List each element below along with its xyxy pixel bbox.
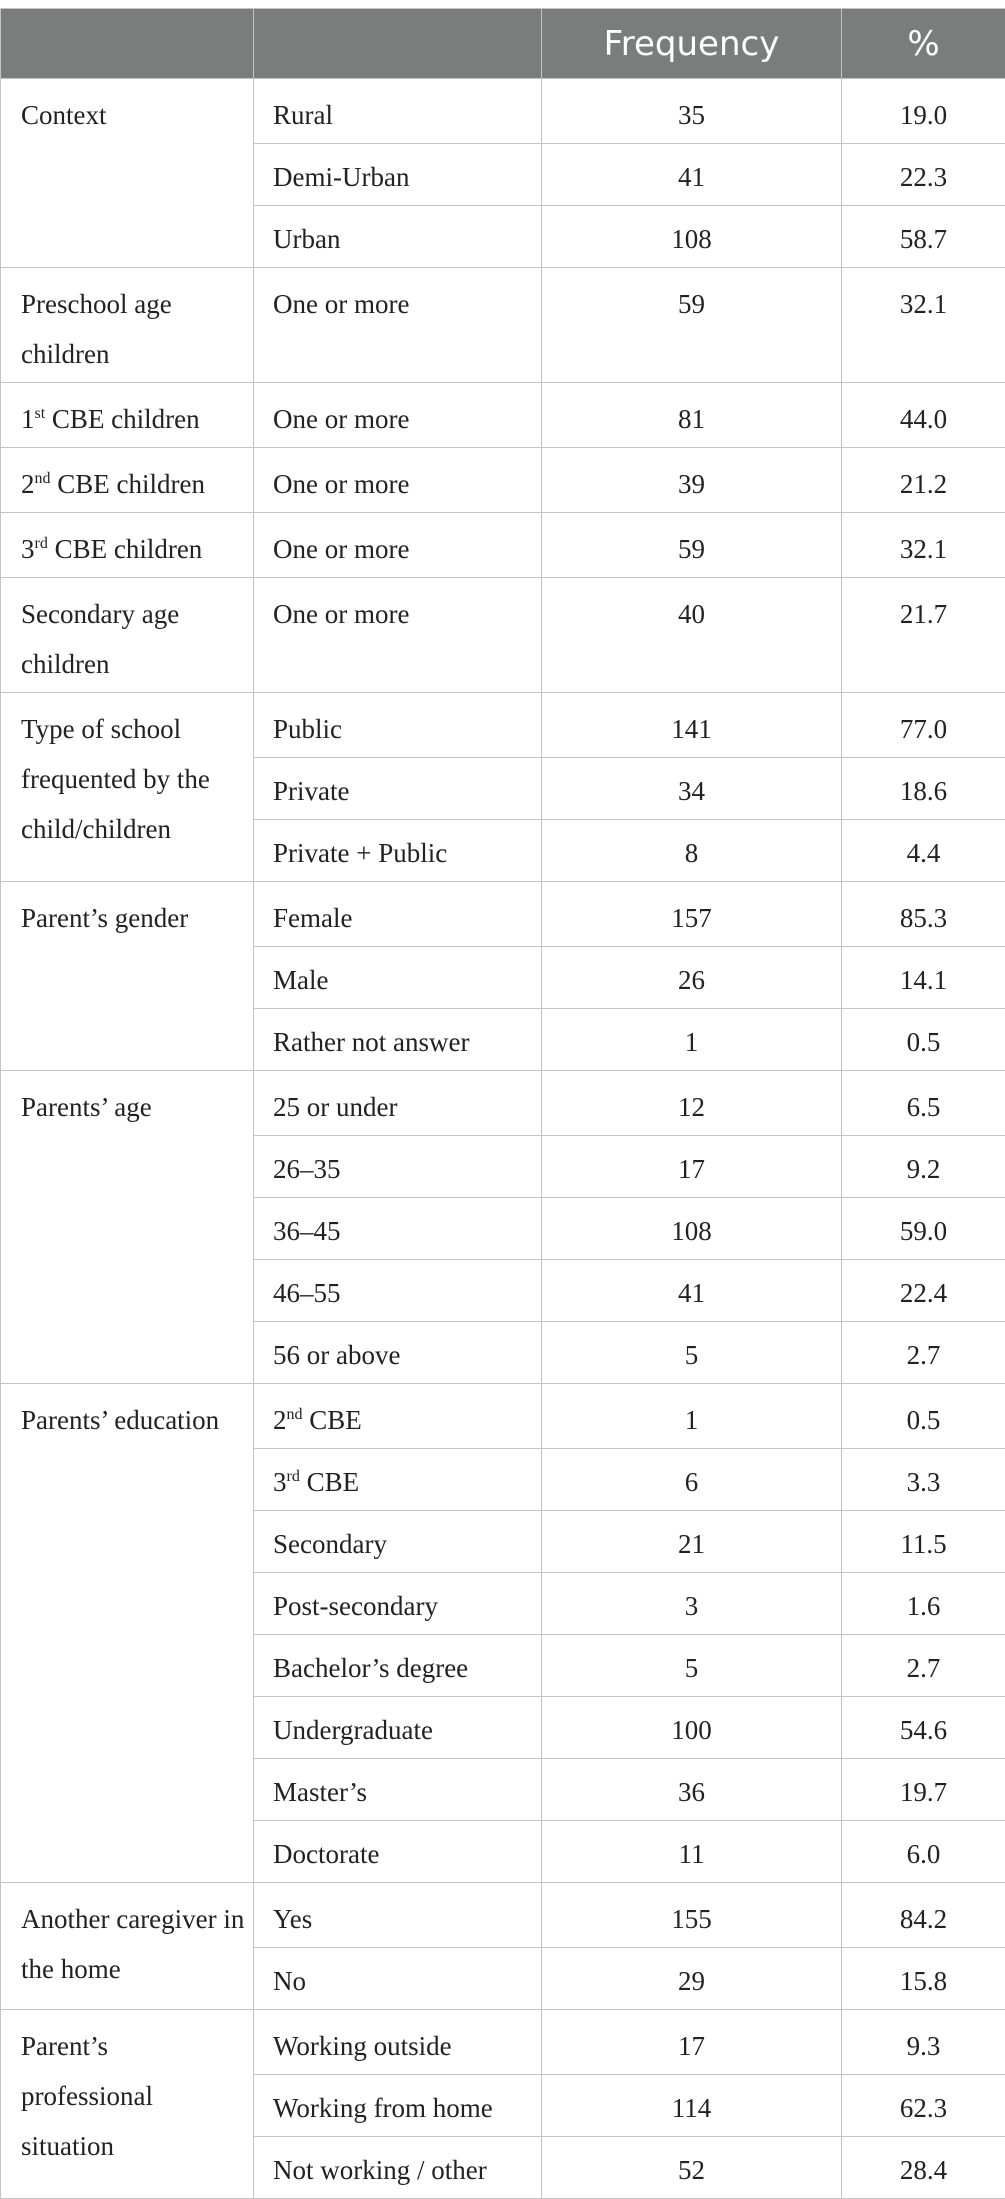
frequency-cell: 81: [542, 383, 842, 448]
subcategory-label: 56 or above: [273, 1340, 400, 1370]
subcategory-label: Rather not answer: [273, 1027, 469, 1057]
subcategory-prefix: 2: [273, 1405, 287, 1435]
subcategory-prefix: 3: [273, 1467, 287, 1497]
percent-cell: 11.5: [842, 1511, 1005, 1573]
subcategory-cell: [254, 268, 542, 383]
subcategory-cell: [254, 2075, 542, 2137]
subcategory-cell: [254, 1071, 542, 1136]
percent-cell: 2.7: [842, 1322, 1005, 1384]
subcategory-cell: [254, 513, 542, 578]
frequency-cell: 17: [542, 2010, 842, 2075]
category-label: CBE children: [51, 469, 205, 499]
percent-cell: 0.5: [842, 1384, 1005, 1449]
frequency-cell: 36: [542, 1759, 842, 1821]
percent-cell: 4.4: [842, 820, 1005, 882]
table-row: [1, 448, 1005, 513]
category-cell: [1, 268, 254, 383]
subcategory-cell: [254, 1449, 542, 1511]
subcategory-cell: [254, 79, 542, 144]
header-percent: %: [842, 9, 1005, 79]
percent-cell: 58.7: [842, 206, 1005, 268]
category-cell: [1, 383, 254, 448]
frequency-cell: 35: [542, 79, 842, 144]
category-cell: [1, 513, 254, 578]
frequency-cell: 3: [542, 1573, 842, 1635]
header-subcategory: [254, 9, 542, 79]
subcategory-cell: [254, 2137, 542, 2199]
frequency-cell: 5: [542, 1635, 842, 1697]
percent-cell: 32.1: [842, 268, 1005, 383]
frequency-cell: 108: [542, 1198, 842, 1260]
category-cell: [1, 79, 254, 268]
category-label: Parents’ age: [21, 1092, 152, 1122]
header-row: [1, 9, 1005, 79]
percent-cell: 9.2: [842, 1136, 1005, 1198]
subcategory-label: Secondary: [273, 1529, 387, 1559]
table-row: [1, 693, 1005, 758]
subcategory-cell: [254, 1136, 542, 1198]
category-cell: [1, 2010, 254, 2199]
category-superscript: rd: [35, 535, 48, 552]
percent-cell: 19.0: [842, 79, 1005, 144]
subcategory-cell: [254, 1635, 542, 1697]
frequency-cell: 1: [542, 1384, 842, 1449]
frequency-cell: 157: [542, 882, 842, 947]
percent-cell: 0.5: [842, 1009, 1005, 1071]
frequency-cell: 141: [542, 693, 842, 758]
table-row: [1, 578, 1005, 693]
subcategory-cell: [254, 1883, 542, 1948]
subcategory-cell: [254, 144, 542, 206]
subcategory-cell: [254, 1948, 542, 2010]
subcategory-label: Urban: [273, 224, 340, 254]
frequency-cell: 17: [542, 1136, 842, 1198]
frequency-cell: 40: [542, 578, 842, 693]
subcategory-cell: [254, 1697, 542, 1759]
frequency-cell: 8: [542, 820, 842, 882]
category-superscript: st: [35, 405, 46, 422]
frequency-cell: 108: [542, 206, 842, 268]
category-label: Parents’ education: [21, 1405, 219, 1435]
percent-cell: 1.6: [842, 1573, 1005, 1635]
subcategory-cell: [254, 206, 542, 268]
frequency-cell: 1: [542, 1009, 842, 1071]
subcategory-cell: [254, 578, 542, 693]
subcategory-label: Post-secondary: [273, 1591, 438, 1621]
subcategory-label: Undergraduate: [273, 1715, 433, 1745]
subcategory-cell: [254, 1573, 542, 1635]
percent-cell: 9.3: [842, 2010, 1005, 2075]
header-category: [1, 9, 254, 79]
category-label: Parent’s gender: [21, 903, 188, 933]
subcategory-label: Working from home: [273, 2093, 493, 2123]
subcategory-cell: [254, 947, 542, 1009]
category-prefix: 3: [21, 534, 35, 564]
frequency-cell: 29: [542, 1948, 842, 2010]
subcategory-label: 36–45: [273, 1216, 341, 1246]
category-label: CBE children: [45, 404, 199, 434]
subcategory-label: Master’s: [273, 1777, 367, 1807]
subcategory-label: One or more: [273, 289, 409, 319]
table-body: [1, 79, 1005, 2199]
percent-cell: 2.7: [842, 1635, 1005, 1697]
table-row: [1, 383, 1005, 448]
subcategory-label: One or more: [273, 534, 409, 564]
subcategory-cell: [254, 1322, 542, 1384]
subcategory-cell: [254, 1821, 542, 1883]
subcategory-label: Public: [273, 714, 342, 744]
percent-cell: 22.4: [842, 1260, 1005, 1322]
percent-cell: 22.3: [842, 144, 1005, 206]
percent-cell: 28.4: [842, 2137, 1005, 2199]
category-superscript: nd: [35, 470, 51, 487]
subcategory-cell: [254, 1759, 542, 1821]
category-cell: [1, 693, 254, 882]
subcategory-label: No: [273, 1966, 306, 1996]
percent-cell: 6.5: [842, 1071, 1005, 1136]
frequency-cell: 21: [542, 1511, 842, 1573]
subcategory-label: 46–55: [273, 1278, 341, 1308]
frequency-cell: 39: [542, 448, 842, 513]
subcategory-label: 25 or under: [273, 1092, 397, 1122]
category-label: Another caregiver in the home: [21, 1904, 244, 1984]
table-row: [1, 1384, 1005, 1449]
category-label: Preschool age children: [21, 289, 172, 369]
subcategory-label: Male: [273, 965, 328, 995]
subcategory-label: Yes: [273, 1904, 312, 1934]
percent-cell: 77.0: [842, 693, 1005, 758]
subcategory-label: Private: [273, 776, 349, 806]
subcategory-label: CBE: [303, 1405, 362, 1435]
table-row: [1, 882, 1005, 947]
percent-cell: 3.3: [842, 1449, 1005, 1511]
subcategory-cell: [254, 1198, 542, 1260]
subcategory-cell: [254, 1511, 542, 1573]
category-cell: [1, 1071, 254, 1384]
frequency-cell: 26: [542, 947, 842, 1009]
frequency-cell: 59: [542, 513, 842, 578]
subcategory-cell: [254, 2010, 542, 2075]
percent-cell: 21.2: [842, 448, 1005, 513]
frequency-cell: 114: [542, 2075, 842, 2137]
table-row: [1, 1071, 1005, 1136]
subcategory-cell: [254, 1384, 542, 1449]
subcategory-label: Female: [273, 903, 352, 933]
category-cell: [1, 578, 254, 693]
subcategory-label: Rural: [273, 100, 333, 130]
subcategory-cell: [254, 882, 542, 947]
percent-cell: 59.0: [842, 1198, 1005, 1260]
frequency-cell: 11: [542, 1821, 842, 1883]
percent-cell: 21.7: [842, 578, 1005, 693]
table-row: [1, 79, 1005, 144]
subcategory-superscript: nd: [287, 1406, 303, 1423]
category-cell: [1, 1883, 254, 2010]
frequency-cell: 41: [542, 1260, 842, 1322]
percent-cell: 44.0: [842, 383, 1005, 448]
subcategory-cell: [254, 383, 542, 448]
percent-cell: 54.6: [842, 1697, 1005, 1759]
subcategory-cell: [254, 1009, 542, 1071]
category-prefix: 2: [21, 469, 35, 499]
category-label: Secondary age children: [21, 599, 179, 679]
category-cell: [1, 448, 254, 513]
percent-cell: 18.6: [842, 758, 1005, 820]
category-prefix: 1: [21, 404, 35, 434]
subcategory-label: Doctorate: [273, 1839, 379, 1869]
subcategory-cell: [254, 1260, 542, 1322]
subcategory-label: Demi-Urban: [273, 162, 409, 192]
percent-cell: 32.1: [842, 513, 1005, 578]
subcategory-superscript: rd: [287, 1468, 300, 1485]
percent-cell: 62.3: [842, 2075, 1005, 2137]
subcategory-cell: [254, 693, 542, 758]
frequency-cell: 59: [542, 268, 842, 383]
subcategory-label: One or more: [273, 469, 409, 499]
category-label: CBE children: [48, 534, 202, 564]
category-label: Parent’s professional situation: [21, 2031, 153, 2161]
percent-cell: 6.0: [842, 1821, 1005, 1883]
frequency-cell: 12: [542, 1071, 842, 1136]
subcategory-cell: [254, 820, 542, 882]
category-label: Type of school frequented by the child/children: [21, 714, 210, 844]
category-cell: [1, 1384, 254, 1883]
subcategory-label: Working outside: [273, 2031, 452, 2061]
frequency-cell: 100: [542, 1697, 842, 1759]
frequency-cell: 41: [542, 144, 842, 206]
percent-cell: 84.2: [842, 1883, 1005, 1948]
table-row: [1, 513, 1005, 578]
subcategory-label: Bachelor’s degree: [273, 1653, 468, 1683]
header-frequency: Frequency: [542, 9, 842, 79]
data-table: [0, 8, 1005, 2199]
table-header: [1, 9, 1005, 79]
table-row: [1, 1883, 1005, 1948]
frequency-cell: 52: [542, 2137, 842, 2199]
percent-cell: 19.7: [842, 1759, 1005, 1821]
percent-cell: 15.8: [842, 1948, 1005, 2010]
subcategory-label: 26–35: [273, 1154, 341, 1184]
frequency-cell: 155: [542, 1883, 842, 1948]
percent-cell: 14.1: [842, 947, 1005, 1009]
category-cell: [1, 882, 254, 1071]
subcategory-label: One or more: [273, 599, 409, 629]
frequency-cell: 5: [542, 1322, 842, 1384]
category-label: Context: [21, 100, 107, 130]
frequency-cell: 34: [542, 758, 842, 820]
percent-cell: 85.3: [842, 882, 1005, 947]
subcategory-cell: [254, 448, 542, 513]
table-row: [1, 2010, 1005, 2075]
subcategory-cell: [254, 758, 542, 820]
frequency-cell: 6: [542, 1449, 842, 1511]
table-row: [1, 268, 1005, 383]
subcategory-label: Not working / other: [273, 2155, 487, 2185]
subcategory-label: CBE: [300, 1467, 359, 1497]
subcategory-label: Private + Public: [273, 838, 447, 868]
subcategory-label: One or more: [273, 404, 409, 434]
